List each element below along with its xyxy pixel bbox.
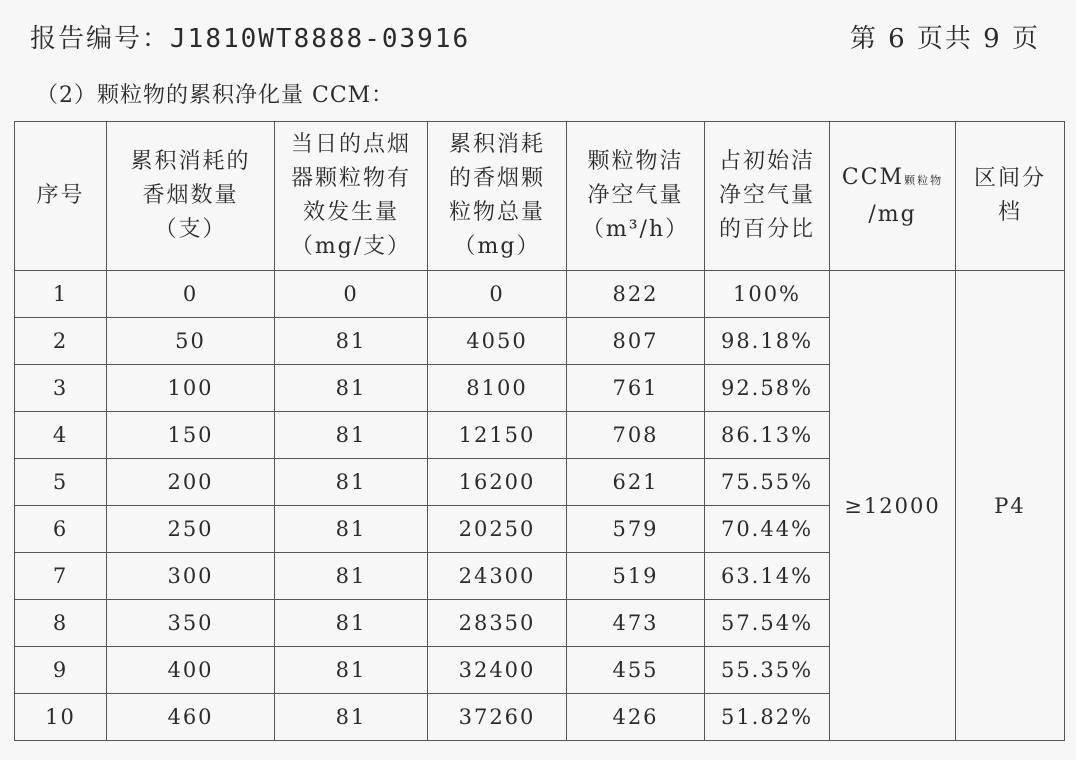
- cell-effective-yield: 81: [275, 694, 428, 741]
- table-row: [15, 271, 1065, 318]
- cell-total-particles: 24300: [428, 553, 567, 600]
- cell-effective-yield: 81: [275, 553, 428, 600]
- section-subtitle: （2）颗粒物的累积净化量 CCM：: [36, 83, 395, 108]
- cell-total-particles: 12150: [428, 412, 567, 459]
- ccm-unit: /mg: [868, 201, 917, 227]
- cell-cadr: 579: [567, 506, 705, 553]
- cell-total-particles: 32400: [428, 647, 567, 694]
- table-header-row: [15, 122, 1065, 271]
- cell-percentage: 70.44%: [705, 506, 830, 553]
- col-header-total-particles: 累积消耗的香烟颗粒物总量（mg）: [428, 122, 567, 271]
- cell-total-particles: 37260: [428, 694, 567, 741]
- cell-effective-yield: 81: [275, 318, 428, 365]
- cell-cigarettes: 0: [107, 271, 275, 318]
- cell-effective-yield: 81: [275, 506, 428, 553]
- cell-cigarettes: 300: [107, 553, 275, 600]
- cell-effective-yield: 81: [275, 412, 428, 459]
- cell-cadr: 822: [567, 271, 705, 318]
- cell-cadr: 708: [567, 412, 705, 459]
- report-number-value: J1810WT8888-03916: [170, 24, 471, 54]
- cell-percentage: 51.82%: [705, 694, 830, 741]
- cell-index: 5: [15, 459, 107, 506]
- col-header-cadr: 颗粒物洁净空气量（m³/h）: [567, 122, 705, 271]
- col-header-percentage: 占初始洁净空气量的百分比: [705, 122, 830, 271]
- cell-index: 8: [15, 600, 107, 647]
- ccm-table: [14, 121, 1065, 741]
- cell-grade: P4: [956, 271, 1065, 741]
- cell-total-particles: 8100: [428, 365, 567, 412]
- cell-cadr: 621: [567, 459, 705, 506]
- cell-cigarettes: 250: [107, 506, 275, 553]
- cell-total-particles: 4050: [428, 318, 567, 365]
- cell-effective-yield: 81: [275, 600, 428, 647]
- cell-index: 10: [15, 694, 107, 741]
- report-number-label: 报告编号：: [30, 24, 171, 54]
- cell-percentage: 57.54%: [705, 600, 830, 647]
- cell-percentage: 92.58%: [705, 365, 830, 412]
- cell-percentage: 55.35%: [705, 647, 830, 694]
- cell-percentage: 98.18%: [705, 318, 830, 365]
- cell-effective-yield: 81: [275, 647, 428, 694]
- cell-cadr: 455: [567, 647, 705, 694]
- col-header-cigarettes: 累积消耗的香烟数量（支）: [107, 122, 275, 271]
- col-header-ccm: [830, 122, 956, 271]
- cell-cigarettes: 460: [107, 694, 275, 741]
- cell-percentage: 86.13%: [705, 412, 830, 459]
- cell-effective-yield: 0: [275, 271, 428, 318]
- cell-cadr: 519: [567, 553, 705, 600]
- cell-effective-yield: 81: [275, 459, 428, 506]
- cell-cigarettes: 350: [107, 600, 275, 647]
- cell-total-particles: 0: [428, 271, 567, 318]
- cell-index: 9: [15, 647, 107, 694]
- cell-cadr: 761: [567, 365, 705, 412]
- col-header-index: 序号: [15, 122, 107, 271]
- cell-index: 1: [15, 271, 107, 318]
- cell-cigarettes: 150: [107, 412, 275, 459]
- page-info: 第 6 页共 9 页: [849, 24, 1040, 54]
- cell-total-particles: 16200: [428, 459, 567, 506]
- cell-percentage: 75.55%: [705, 459, 830, 506]
- ccm-subscript: 颗粒物: [904, 173, 944, 187]
- col-header-grade: 区间分档: [956, 122, 1065, 271]
- cell-cadr: 473: [567, 600, 705, 647]
- cell-index: 4: [15, 412, 107, 459]
- cell-index: 3: [15, 365, 107, 412]
- cell-cadr: 426: [567, 694, 705, 741]
- cell-cigarettes: 400: [107, 647, 275, 694]
- cell-ccm-value: ≥12000: [830, 271, 956, 741]
- ccm-label: CCM: [841, 164, 905, 190]
- cell-effective-yield: 81: [275, 365, 428, 412]
- cell-percentage: 63.14%: [705, 553, 830, 600]
- cell-index: 6: [15, 506, 107, 553]
- report-number: [30, 18, 470, 55]
- cell-cigarettes: 100: [107, 365, 275, 412]
- cell-total-particles: 20250: [428, 506, 567, 553]
- cell-total-particles: 28350: [428, 600, 567, 647]
- cell-cadr: 807: [567, 318, 705, 365]
- cell-cigarettes: 50: [107, 318, 275, 365]
- cell-index: 2: [15, 318, 107, 365]
- cell-cigarettes: 200: [107, 459, 275, 506]
- cell-index: 7: [15, 553, 107, 600]
- col-header-effective-yield: 当日的点烟器颗粒物有效发生量（mg/支）: [275, 122, 428, 271]
- cell-percentage: 100%: [705, 271, 830, 318]
